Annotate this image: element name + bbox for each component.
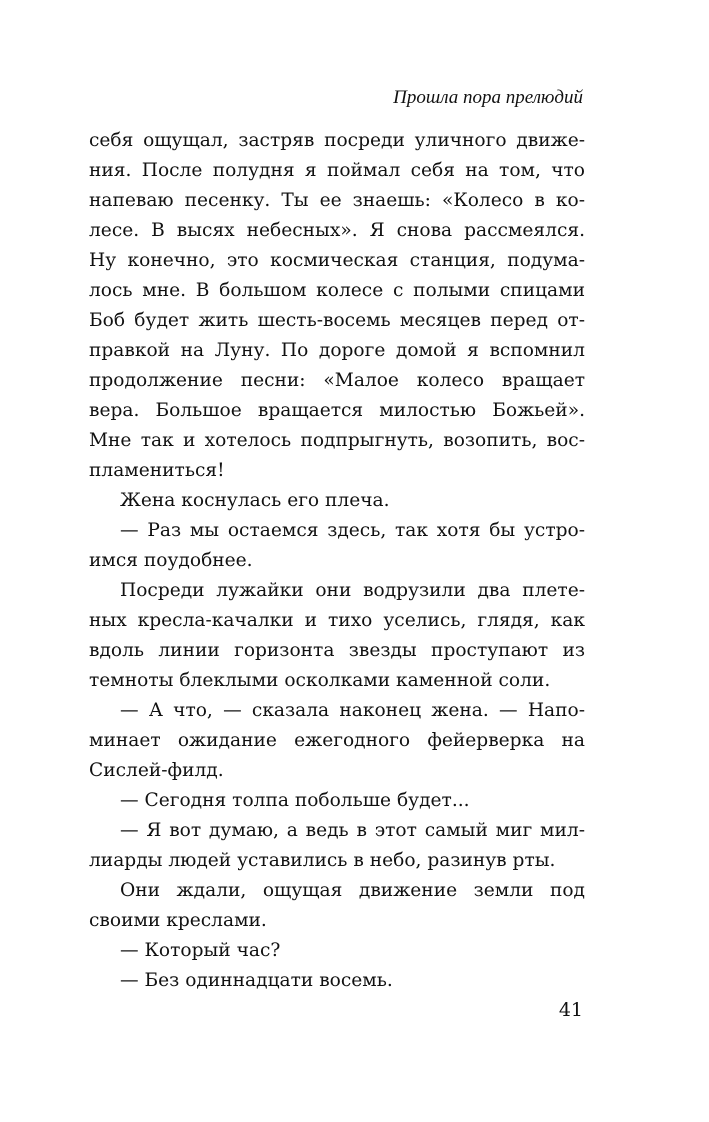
running-head: Прошла пора прелюдий <box>393 87 583 108</box>
text-line: напеваю песенку. Ты ее знаешь: «Колесо в ко- <box>89 190 585 211</box>
text-line: — А что, — сказала наконец жена. — Напо- <box>120 700 585 721</box>
text-line: лесе. В высях небесных». Я снова рассмеялся. <box>89 220 585 241</box>
body-text <box>89 126 585 996</box>
text-line: Сислей-филд. <box>89 760 224 781</box>
text-line: Мне так и хотелось подпрыгнуть, возопить, вос- <box>89 430 585 451</box>
text-line: себя ощущал, застряв посреди уличного движе- <box>89 130 585 151</box>
text-line: — Который час? <box>120 940 281 961</box>
text-line: — Раз мы остаемся здесь, так хотя бы устро- <box>120 520 585 541</box>
text-line: ных кресла-качалки и тихо уселись, глядя, как <box>89 610 585 631</box>
text-line: Ну конечно, это космическая станция, подума- <box>89 250 585 271</box>
text-line: минает ожидание ежегодного фейерверка на <box>89 730 585 751</box>
text-line: Боб будет жить шесть-восемь месяцев перед от- <box>89 310 585 331</box>
text-line: своими креслами. <box>89 910 267 931</box>
text-line: лось мне. В большом колесе с полыми спицами <box>89 280 585 301</box>
text-line: Посреди лужайки они водрузили два плете- <box>120 580 585 601</box>
text-line: правкой на Луну. По дороге домой я вспомнил <box>89 340 585 361</box>
page-number: 41 <box>558 999 583 1021</box>
text-line: имся поудобнее. <box>89 550 253 571</box>
text-line: продолжение песни: «Малое колесо вращает <box>89 370 585 391</box>
text-line: Жена коснулась его плеча. <box>120 490 390 511</box>
text-line: ния. После полудня я поймал себя на том, что <box>89 160 585 181</box>
text-line: лиарды людей уставились в небо, разинув рты. <box>89 850 556 871</box>
text-line: — Без одиннадцати восемь. <box>120 970 393 991</box>
text-line: пламениться! <box>89 460 225 481</box>
text-line: вера. Большое вращается милостью Божьей». <box>89 400 585 421</box>
text-line: — Я вот думаю, а ведь в этот самый миг мил- <box>120 820 585 841</box>
text-line: — Сегодня толпа побольше будет... <box>120 790 470 811</box>
text-line: вдоль линии горизонта звезды проступают из <box>89 640 585 661</box>
text-line: Они ждали, ощущая движение земли под <box>120 880 585 901</box>
text-line: темноты блеклыми осколками каменной соли. <box>89 670 551 691</box>
